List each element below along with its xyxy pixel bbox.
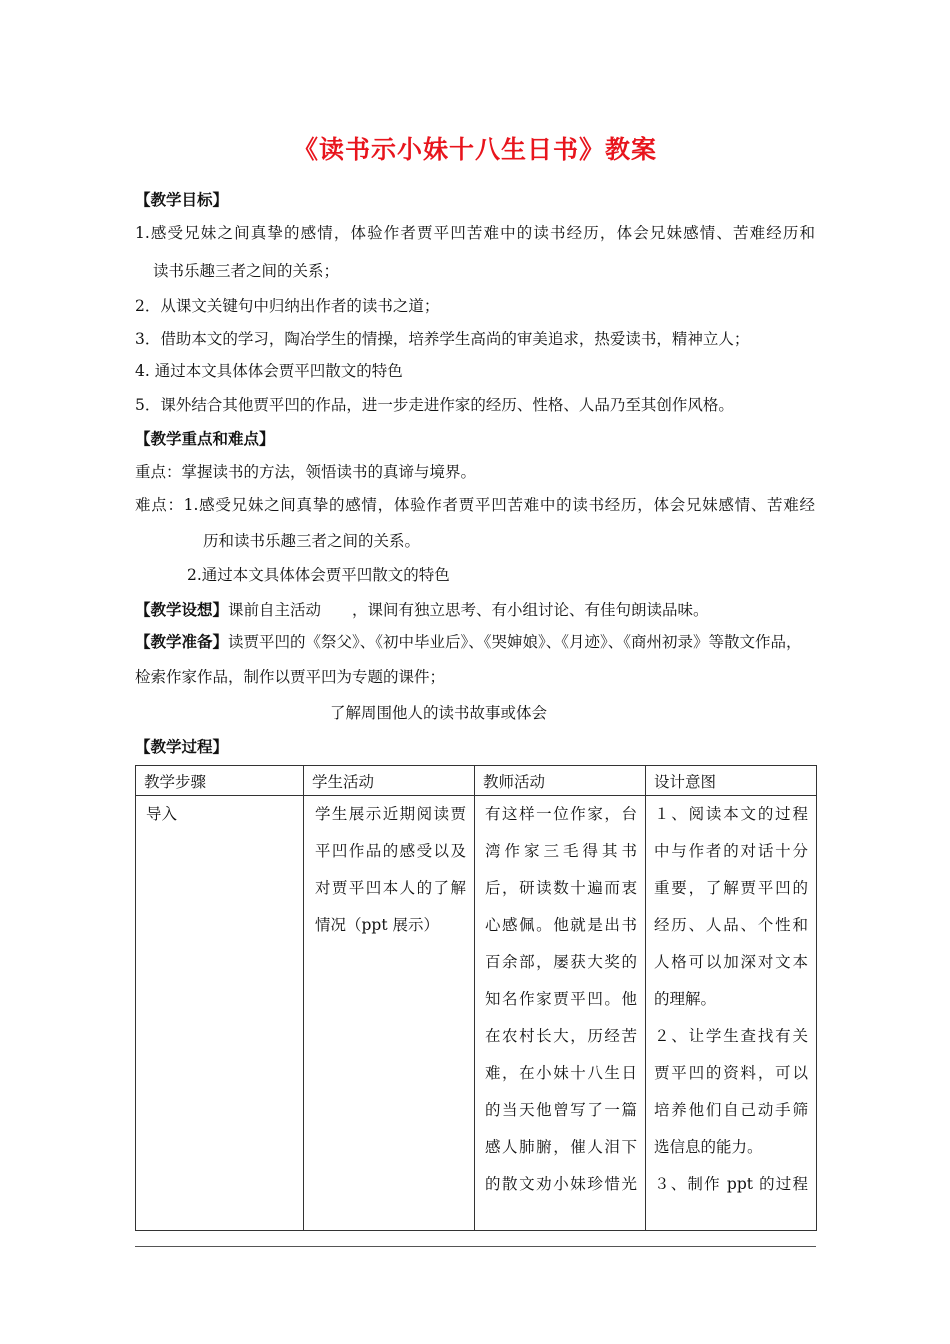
header-intent: 设计意图 [654, 773, 717, 791]
idea-heading: 【教学设想】 [135, 601, 229, 619]
cell-line: 的散文劝小妹珍惜光 [485, 1175, 637, 1193]
difficulty-point-1: 难点：1.感受兄妹之间真挚的感情，体验作者贾平凹苦难中的读书经历，体会兄妹感情、苦难经 [135, 496, 815, 514]
goals-heading: 【教学目标】 [135, 191, 229, 209]
header-teacher: 教师活动 [483, 773, 546, 791]
goal-item-1-cont: 读书乐趣三者之间的关系； [153, 262, 340, 280]
cell-line: 经历、人品、个性和 [654, 916, 808, 934]
cell-line: ２、让学生查找有关 [654, 1027, 808, 1045]
cell-line: 人格可以加深对文本 [654, 953, 808, 971]
goal-item-1: 1.感受兄妹之间真挚的感情，体验作者贾平凹苦难中的读书经历，体会兄妹感情、苦难经历和 [135, 224, 815, 242]
header-step: 教学步骤 [144, 773, 207, 791]
goal-item-3: 3．借助本文的学习，陶冶学生的情操，培养学生高尚的审美追求，热爱读书，精神立人； [135, 330, 750, 348]
prep-line [135, 632, 815, 652]
cell-teacher [475, 796, 645, 1230]
cell-step [136, 796, 303, 1230]
prep-text-3: 了解周围他人的读书故事或体会 [330, 704, 548, 722]
cell-line: 的理解。 [654, 990, 717, 1008]
cell-line: 重要，了解贾平凹的 [654, 879, 808, 897]
page-title: 《读书示小妹十八生日书》教案 [292, 135, 657, 164]
prep-text-2: 检索作家作品，制作以贾平凹为专题的课件； [135, 668, 446, 686]
cell-line: 心感佩。他就是出书 [485, 916, 637, 934]
cell-line: 中与作者的对话十分 [654, 842, 808, 860]
cell-line: 的当天他曾写了一篇 [485, 1101, 637, 1119]
process-table [135, 765, 817, 1231]
cell-line: 后，研读数十遍而衷 [485, 879, 637, 897]
goal-item-5: 5．课外结合其他贾平凹的作品，进一步走进作家的经历、性格、人品乃至其创作风格。 [135, 396, 734, 414]
difficulty-point-1-cont: 历和读书乐趣三者之间的关系。 [203, 532, 421, 550]
footer-divider [135, 1246, 816, 1247]
cell-line: 选信息的能力。 [654, 1138, 763, 1156]
cell-line: 贾平凹的资料，可以 [654, 1064, 808, 1082]
cell-student [304, 796, 474, 1230]
table-header-row [136, 766, 817, 796]
cell-line: 难，在小妹十八生日 [485, 1064, 637, 1082]
header-student: 学生活动 [312, 773, 375, 791]
cell-line: 百余部，屡获大奖的 [485, 953, 637, 971]
cell-line: 知名作家贾平凹。他 [485, 990, 637, 1008]
cell-line: 平凹作品的感受以及 [315, 842, 466, 860]
cell-intent [646, 796, 816, 1230]
prep-text: 读贾平凹的《祭父》、《初中毕业后》、《哭婶娘》、《月迹》、《商州初录》等散文作品， [228, 633, 802, 651]
cell-line: 感人肺腑，催人泪下 [485, 1138, 637, 1156]
difficulty-point-2: 2.通过本文具体体会贾平凹散文的特色 [187, 566, 450, 584]
cell-line: ３、制作 ppt 的过程 [654, 1175, 808, 1193]
cell-line: 学生展示近期阅读贾 [315, 805, 466, 823]
focus-point: 重点：掌握读书的方法，领悟读书的真谛与境界。 [135, 463, 477, 481]
cell-line: 导入 [146, 805, 178, 823]
table-row [136, 796, 817, 1231]
process-heading: 【教学过程】 [135, 738, 229, 756]
cell-line: 有这样一位作家，台 [485, 805, 637, 823]
idea-line [135, 600, 709, 620]
cell-line: 情况（ppt 展示） [315, 916, 440, 934]
key-points-heading: 【教学重点和难点】 [135, 430, 275, 448]
cell-line: 在农村长大，历经苦 [485, 1027, 637, 1045]
goal-item-2: 2．从课文关键句中归纳出作者的读书之道； [135, 297, 440, 315]
prep-heading: 【教学准备】 [135, 633, 229, 651]
cell-line: １、阅读本文的过程 [654, 805, 808, 823]
cell-line: 培养他们自己动手筛 [654, 1101, 808, 1119]
goal-item-4: 4. 通过本文具体体会贾平凹散文的特色 [135, 362, 403, 380]
cell-line: 对贾平凹本人的了解 [315, 879, 466, 897]
idea-text: 课前自主活动 ，课间有独立思考、有小组讨论、有佳句朗读品味。 [228, 601, 709, 619]
cell-line: 湾作家三毛得其书 [485, 842, 637, 860]
